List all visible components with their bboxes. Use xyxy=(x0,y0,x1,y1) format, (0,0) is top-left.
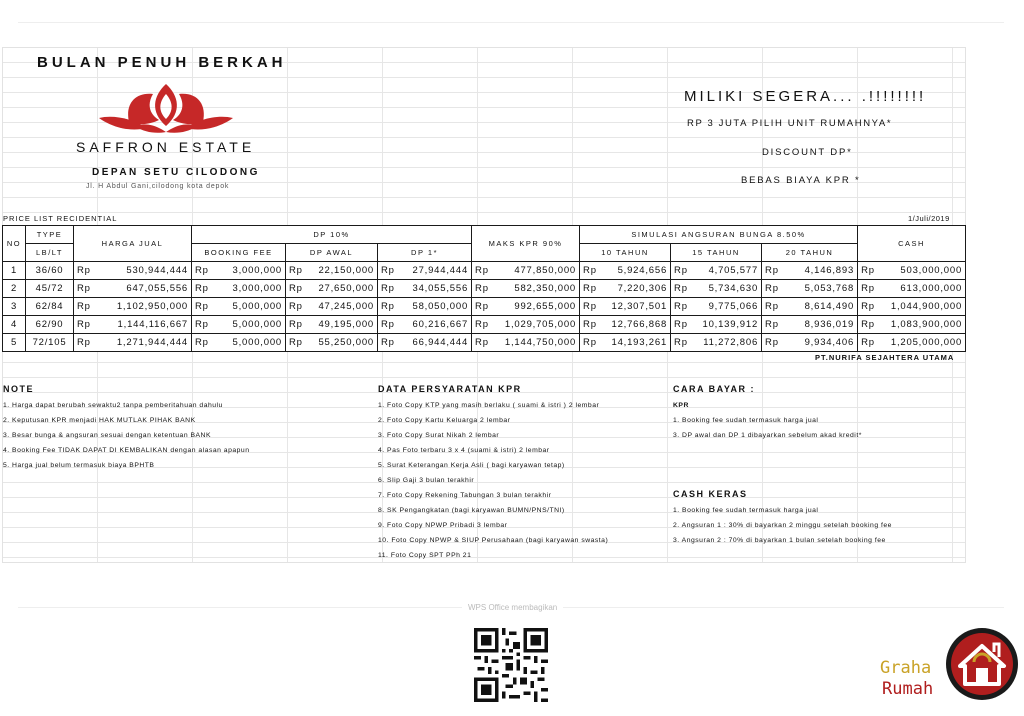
amount: 58,050,000 xyxy=(412,301,469,312)
amount: 1,083,900,000 xyxy=(890,319,963,330)
currency-label: Rp xyxy=(674,301,688,312)
amount: 503,000,000 xyxy=(900,265,963,276)
brand-name: SAFFRON ESTATE xyxy=(76,139,256,155)
payment-item: 2. Angsuran 1 : 30% di bayarkan 2 minggu setelah booking fee xyxy=(673,522,892,529)
cell-kpr xyxy=(472,298,580,316)
currency-label: Rp xyxy=(475,283,489,294)
amount: 582,350,000 xyxy=(514,283,577,294)
payment-item: 1. Booking fee sudah termasuk harga jual xyxy=(673,417,819,424)
amount: 12,307,501 xyxy=(611,301,668,312)
currency-label: Rp xyxy=(861,319,875,330)
payment-item: 3. DP awal dan DP 1 dibayarkan sebelum akad kredit* xyxy=(673,432,862,439)
currency-label: Rp xyxy=(195,265,209,276)
payment-kpr-label: KPR xyxy=(673,402,689,409)
cell-cash xyxy=(858,316,966,334)
currency-label: Rp xyxy=(195,319,209,330)
amount: 5,000,000 xyxy=(232,337,282,348)
amount: 12,766,868 xyxy=(611,319,668,330)
notes-title: NOTE xyxy=(3,384,35,394)
promo-line: RP 3 JUTA PILIH UNIT RUMAHNYA* xyxy=(687,118,893,129)
cell-dp1 xyxy=(378,316,472,334)
kpr-requirement-item: 10. Foto Copy NPWP & SIUP Perusahaan (bagi karyawan swasta) xyxy=(378,537,609,544)
col-header-dp1: DP 1* xyxy=(378,244,472,262)
cell-20-tahun xyxy=(762,316,858,334)
cell-10-tahun xyxy=(580,298,671,316)
cell-no: 3 xyxy=(3,298,26,316)
amount: 1,144,116,667 xyxy=(117,319,188,330)
note-item: 1. Harga dapat berubah sewaktu2 tanpa pemberitahuan dahulu xyxy=(3,402,223,409)
lotus-logo-icon xyxy=(95,82,237,134)
amount: 992,655,000 xyxy=(514,301,577,312)
currency-label: Rp xyxy=(289,319,303,330)
cell-kpr xyxy=(472,316,580,334)
amount: 8,614,490 xyxy=(804,301,855,312)
kpr-requirement-item: 6. Slip Gaji 3 bulan terakhir xyxy=(378,477,475,484)
cell-15-tahun xyxy=(671,316,762,334)
currency-label: Rp xyxy=(583,319,597,330)
kpr-requirement-item: 4. Pas Foto terbaru 3 x 4 (suami & istri) 2 lembar xyxy=(378,447,550,454)
cell-dp1 xyxy=(378,298,472,316)
currency-label: Rp xyxy=(583,301,597,312)
amount: 1,029,705,000 xyxy=(504,319,577,330)
amount: 477,850,000 xyxy=(514,265,577,276)
currency-label: Rp xyxy=(861,301,875,312)
table-row xyxy=(3,280,966,298)
currency-label: Rp xyxy=(77,301,91,312)
col-header-type: TYPE xyxy=(26,226,74,244)
cell-type: 62/90 xyxy=(26,316,74,334)
currency-label: Rp xyxy=(289,265,303,276)
col-header-harga: HARGA JUAL xyxy=(74,226,192,262)
cell-harga xyxy=(74,298,192,316)
cell-kpr xyxy=(472,334,580,352)
currency-label: Rp xyxy=(674,265,688,276)
currency-label: Rp xyxy=(861,283,875,294)
currency-label: Rp xyxy=(765,301,779,312)
cell-20-tahun xyxy=(762,334,858,352)
currency-label: Rp xyxy=(583,337,597,348)
currency-label: Rp xyxy=(77,265,91,276)
cell-harga xyxy=(74,262,192,280)
cell-harga xyxy=(74,334,192,352)
kpr-requirement-item: 5. Surat Keterangan Kerja Asli ( bagi karyawan tetap) xyxy=(378,462,565,469)
amount: 34,055,556 xyxy=(412,283,469,294)
cell-dp-awal xyxy=(286,316,378,334)
amount: 1,044,900,000 xyxy=(890,301,963,312)
amount: 27,650,000 xyxy=(318,283,374,294)
amount: 5,053,768 xyxy=(804,283,855,294)
table-row xyxy=(3,334,966,352)
currency-label: Rp xyxy=(674,319,688,330)
kpr-requirement-item: 7. Foto Copy Rekening Tabungan 3 bulan terakhir xyxy=(378,492,552,499)
currency-label: Rp xyxy=(77,337,91,348)
cash-keras-title: CASH KERAS xyxy=(673,489,748,499)
cell-cash xyxy=(858,298,966,316)
kpr-requirement-item: 11. Foto Copy SPT PPh 21 xyxy=(378,552,472,559)
location-subtitle: DEPAN SETU CILODONG xyxy=(92,167,260,178)
currency-label: Rp xyxy=(77,283,91,294)
amount: 22,150,000 xyxy=(318,265,374,276)
cell-booking xyxy=(192,262,286,280)
kpr-requirement-item: 2. Foto Copy Kartu Keluarga 2 lembar xyxy=(378,417,511,424)
cell-type: 72/105 xyxy=(26,334,74,352)
amount: 530,944,444 xyxy=(126,265,188,276)
currency-label: Rp xyxy=(381,337,395,348)
cell-booking xyxy=(192,316,286,334)
cell-10-tahun xyxy=(580,262,671,280)
cell-cash xyxy=(858,334,966,352)
amount: 60,216,667 xyxy=(412,319,469,330)
cell-dp-awal xyxy=(286,334,378,352)
table-row xyxy=(3,298,966,316)
amount: 11,272,806 xyxy=(703,337,759,348)
cell-20-tahun xyxy=(762,280,858,298)
col-header-maks-kpr: MAKS KPR 90% xyxy=(472,226,580,262)
price-table xyxy=(2,225,966,352)
currency-label: Rp xyxy=(77,319,91,330)
cell-dp-awal xyxy=(286,298,378,316)
cell-cash xyxy=(858,262,966,280)
amount: 4,146,893 xyxy=(804,265,855,276)
amount: 5,000,000 xyxy=(232,301,282,312)
cell-10-tahun xyxy=(580,280,671,298)
amount: 55,250,000 xyxy=(318,337,374,348)
currency-label: Rp xyxy=(289,283,303,294)
col-header-20-tahun: 20 TAHUN xyxy=(762,244,858,262)
cell-type: 45/72 xyxy=(26,280,74,298)
currency-label: Rp xyxy=(765,319,779,330)
currency-label: Rp xyxy=(765,337,779,348)
address-text: Jl. H Abdul Gani,cilodong kota depok xyxy=(86,183,230,190)
note-item: 5. Harga jual belum termasuk biaya BPHTB xyxy=(3,462,155,469)
cell-10-tahun xyxy=(580,316,671,334)
table-header-row xyxy=(3,226,966,244)
col-header-lblt: LB/LT xyxy=(26,244,74,262)
currency-label: Rp xyxy=(674,283,688,294)
col-header-no: NO xyxy=(3,226,26,262)
amount: 4,705,577 xyxy=(708,265,759,276)
amount: 14,193,261 xyxy=(611,337,668,348)
col-header-dp-awal: DP AWAL xyxy=(286,244,378,262)
cell-dp1 xyxy=(378,334,472,352)
promo-headline: MILIKI SEGERA... .!!!!!!!! xyxy=(684,88,927,105)
qr-code-icon[interactable] xyxy=(474,628,548,702)
cell-no: 5 xyxy=(3,334,26,352)
company-name: PT.NURIFA SEJAHTERA UTAMA xyxy=(815,353,955,362)
cell-no: 4 xyxy=(3,316,26,334)
table-row xyxy=(3,316,966,334)
cell-type: 62/84 xyxy=(26,298,74,316)
amount: 5,924,656 xyxy=(617,265,668,276)
amount: 8,936,019 xyxy=(804,319,855,330)
currency-label: Rp xyxy=(475,265,489,276)
cell-15-tahun xyxy=(671,298,762,316)
cell-no: 1 xyxy=(3,262,26,280)
amount: 5,000,000 xyxy=(232,319,282,330)
amount: 47,245,000 xyxy=(318,301,374,312)
currency-label: Rp xyxy=(583,265,597,276)
cell-harga xyxy=(74,316,192,334)
payment-title: CARA BAYAR : xyxy=(673,384,756,394)
col-header-dp: DP 10% xyxy=(192,226,472,244)
currency-label: Rp xyxy=(475,319,489,330)
currency-label: Rp xyxy=(861,265,875,276)
amount: 49,195,000 xyxy=(318,319,374,330)
note-item: 2. Keputusan KPR menjadi HAK MUTLAK PIHAK BANK xyxy=(3,417,196,424)
amount: 5,734,630 xyxy=(708,283,759,294)
amount: 10,139,912 xyxy=(702,319,759,330)
amount: 1,271,944,444 xyxy=(116,337,188,348)
amount: 9,934,406 xyxy=(804,337,855,348)
col-header-booking: BOOKING FEE xyxy=(192,244,286,262)
wps-share-label: WPS Office membagikan xyxy=(462,603,563,612)
kpr-requirement-item: 9. Foto Copy NPWP Pribadi 3 lembar xyxy=(378,522,508,529)
payment-item: 3. Angsuran 2 : 70% di bayarkan 1 bulan setelah booking fee xyxy=(673,537,886,544)
cell-kpr xyxy=(472,280,580,298)
rumah-logo-word: Rumah xyxy=(882,679,934,699)
note-item: 3. Besar bunga & angsuran sesuai dengan ketentuan BANK xyxy=(3,432,212,439)
promo-line: DISCOUNT DP* xyxy=(762,147,853,158)
currency-label: Rp xyxy=(381,301,395,312)
currency-label: Rp xyxy=(674,337,688,348)
amount: 9,775,066 xyxy=(708,301,759,312)
amount: 613,000,000 xyxy=(900,283,963,294)
cell-cash xyxy=(858,280,966,298)
amount: 1,144,750,000 xyxy=(504,337,577,348)
currency-label: Rp xyxy=(475,337,489,348)
cell-dp-awal xyxy=(286,280,378,298)
table-row xyxy=(3,262,966,280)
currency-label: Rp xyxy=(475,301,489,312)
amount: 1,102,950,000 xyxy=(116,301,188,312)
kpr-requirements-title: DATA PERSYARATAN KPR xyxy=(378,384,522,394)
currency-label: Rp xyxy=(381,283,395,294)
amount: 647,055,556 xyxy=(126,283,188,294)
promo-line: BEBAS BIAYA KPR * xyxy=(741,175,861,186)
currency-label: Rp xyxy=(195,283,209,294)
kpr-requirement-item: 8. SK Pengangkatan (bagi karyawan BUMN/PNS/TNI) xyxy=(378,507,565,514)
currency-label: Rp xyxy=(289,337,303,348)
kpr-requirement-item: 3. Foto Copy Surat Nikah 2 lembar xyxy=(378,432,500,439)
currency-label: Rp xyxy=(381,265,395,276)
cell-15-tahun xyxy=(671,280,762,298)
amount: 3,000,000 xyxy=(232,265,282,276)
cell-harga xyxy=(74,280,192,298)
amount: 27,944,444 xyxy=(412,265,469,276)
top-divider xyxy=(18,22,1004,23)
kpr-requirement-item: 1. Foto Copy KTP yang masih berlaku ( suami & istri ) 2 lembar xyxy=(378,402,600,409)
cell-10-tahun xyxy=(580,334,671,352)
amount: 3,000,000 xyxy=(232,283,282,294)
note-item: 4. Booking Fee TIDAK DAPAT DI KEMBALIKAN dengan alasan apapun xyxy=(3,447,250,454)
cell-15-tahun xyxy=(671,334,762,352)
cell-20-tahun xyxy=(762,298,858,316)
cell-booking xyxy=(192,298,286,316)
cell-booking xyxy=(192,280,286,298)
currency-label: Rp xyxy=(765,283,779,294)
cell-kpr xyxy=(472,262,580,280)
cell-dp1 xyxy=(378,280,472,298)
col-header-10-tahun: 10 TAHUN xyxy=(580,244,671,262)
currency-label: Rp xyxy=(289,301,303,312)
col-header-15-tahun: 15 TAHUN xyxy=(671,244,762,262)
currency-label: Rp xyxy=(381,319,395,330)
graha-logo-word: Graha xyxy=(880,658,932,678)
promo-title: BULAN PENUH BERKAH xyxy=(37,54,287,71)
cell-dp-awal xyxy=(286,262,378,280)
cell-booking xyxy=(192,334,286,352)
currency-label: Rp xyxy=(583,283,597,294)
amount: 1,205,000,000 xyxy=(890,337,963,348)
currency-label: Rp xyxy=(195,301,209,312)
cell-dp1 xyxy=(378,262,472,280)
price-list-date: 1/Juli/2019 xyxy=(908,214,950,223)
amount: 66,944,444 xyxy=(412,337,469,348)
price-list-label: PRICE LIST RECIDENTIAL xyxy=(3,214,118,223)
payment-item: 1. Booking fee sudah termasuk harga jual xyxy=(673,507,819,514)
cell-type: 36/60 xyxy=(26,262,74,280)
col-header-cash: CASH xyxy=(858,226,966,262)
currency-label: Rp xyxy=(765,265,779,276)
cell-no: 2 xyxy=(3,280,26,298)
cell-20-tahun xyxy=(762,262,858,280)
col-header-simulasi: SIMULASI ANGSURAN BUNGA 8.50% xyxy=(580,226,858,244)
amount: 7,220,306 xyxy=(617,283,668,294)
cell-15-tahun xyxy=(671,262,762,280)
currency-label: Rp xyxy=(861,337,875,348)
currency-label: Rp xyxy=(195,337,209,348)
